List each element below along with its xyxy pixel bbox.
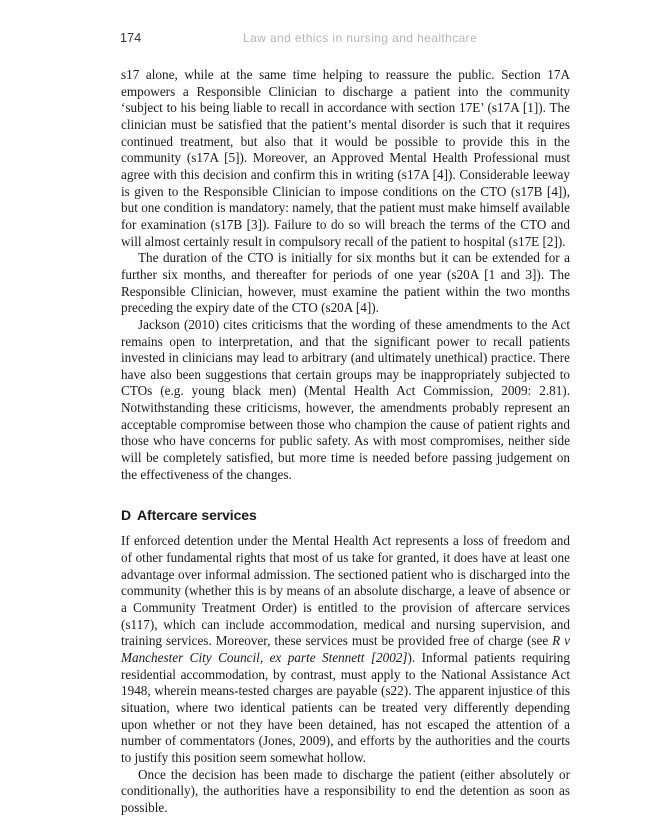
paragraph-discharge: Once the decision has been made to discharge the patient (either absolutely or conditionally), the authorities have a responsibility to end the detention as soon as possible. [121,766,570,815]
section-title: Aftercare services [137,507,257,524]
section-letter: D [121,507,132,524]
case-citation: R v Manchester City Council, ex parte Stennett [2002] [121,633,570,665]
section-heading [121,507,570,523]
paragraph-aftercare-intro [121,533,570,766]
page-number: 174 [120,31,142,45]
paragraph-cto-duration: The duration of the CTO is initially for six months but it can be extended for a further six months, and thereafter for periods of one year (s20A [1 and 3]). The Responsible Clinician, however, must examine the patient within the two months preceding the expiry date of the CTO (s20A [4]). [121,250,570,316]
page-header [120,31,570,51]
running-title: Law and ethics in nursing and healthcare [243,31,478,45]
aftercare-text-after-case: ). Informal patients requiring residential accommodation, by contrast, must apply to the National Assistance Act 1948, wherein means-tested charges are payable (s22). The apparent injustice of this situation, where two identical patients can be treated very differently depending upon whether or not they have been detained, has not escaped the attention of a number of commentators (Jones, 2009), and efforts by the authorities and the courts to justify this position seem somewhat hollow. [121,650,570,765]
paragraph-criticisms: Jackson (2010) cites criticisms that the wording of these amendments to the Act remains open to interpretation, and that the significant power to recall patients invested in clinicians may lead to arbitrary (and ultimately unethical) practice. There have also been suggestions that certain groups may be inappropriately subjected to CTOs (e.g. young black men) (Mental Health Act Commission, 2009: 2.81). Notwithstanding these criticisms, however, the amendments probably represent an acceptable compromise between those who champion the cause of patient rights and those who have concerns for public safety. As with most compromises, neither side will be completely satisfied, but more time is needed before passing judgement on the effectiveness of the changes. [121,316,570,482]
body-text [121,67,570,817]
aftercare-text-before-case: If enforced detention under the Mental Health Act represents a loss of freedom and of other fundamental rights that most of us take for granted, it does have at least one advantage over informal admission. The sectioned patient who is discharged into the community (whether this is by means of an absolute discharge, a leave of absence or a Community Treatment Order) is entitled to the provision of aftercare services (s117), which can include accommodation, medical and nursing supervision, and training services. Moreover, these services must be provided free of charge (see [121,533,570,649]
paragraph-continuation: s17 alone, while at the same time helping to reassure the public. Section 17A empowers a Responsible Clinician to discharge a patient into the community ‘subject to his being liable to recall in accordance with section 17E’ (s17A [1]). The clinician must be satisfied that the patient’s mental disorder is such that it requires continued treatment, but also that it would be possible to provide this in the community (s17A [5]). Moreover, an Approved Mental Health Professional must agree with this decision and confirm this in writing (s17A [4]). Considerable leeway is given to the Responsible Clinician to impose conditions on the CTO (s17B [4]), but one condition is mandatory: namely, that the patient must make himself available for examination (s17B [3]). Failure to do so will breach the terms of the CTO and will almost certainly result in compulsory recall of the patient to hospital (s17E [2]). [121,67,570,249]
